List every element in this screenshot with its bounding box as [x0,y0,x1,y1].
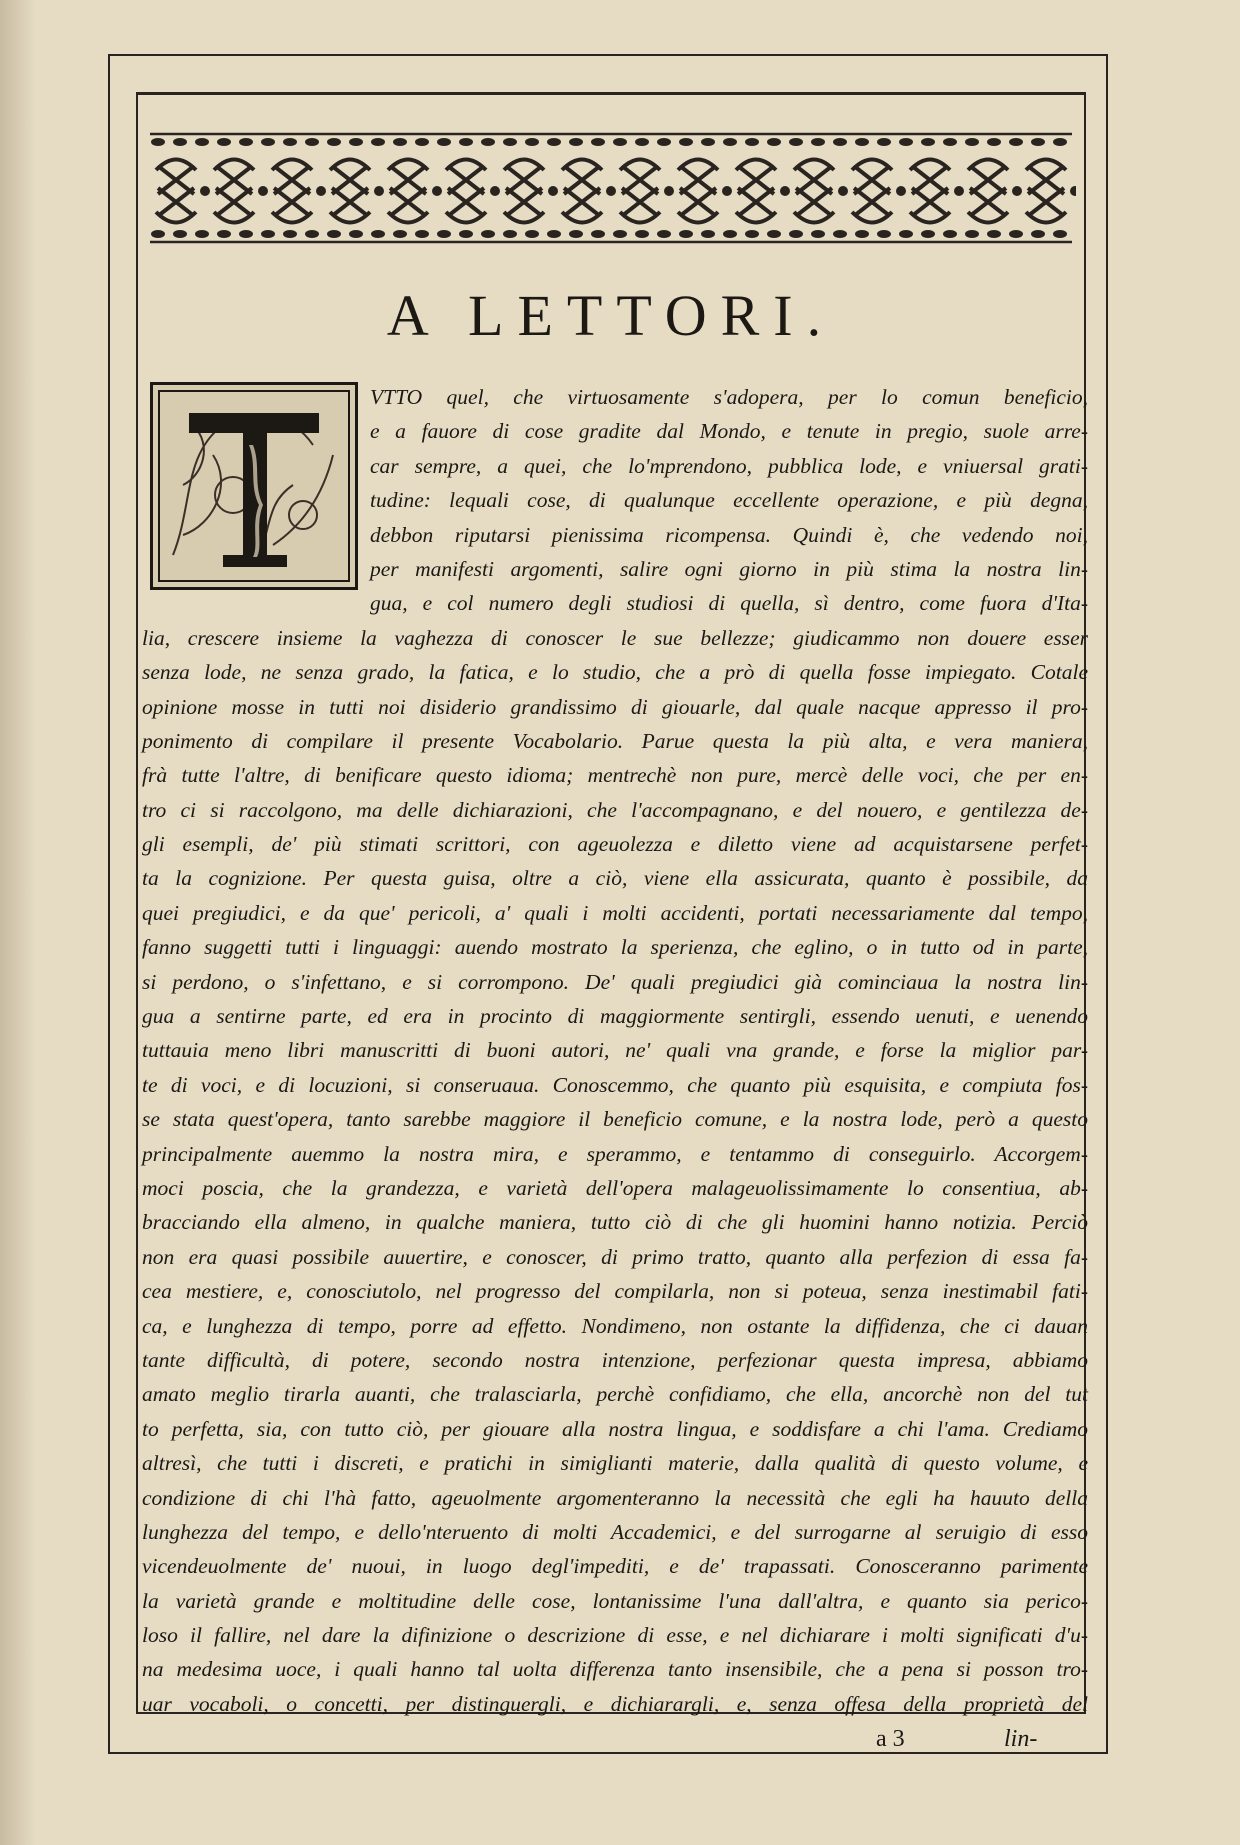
text-line [370,483,1088,517]
text-line [142,793,1088,827]
text-line-content: to perfetta, sia, con tutto ciò, per giouare alla nostra lingua, e soddisfare a chi l'ama. Crediamo [142,1416,1088,1441]
text-line [142,1652,1088,1686]
text-line [142,965,1088,999]
text-line [370,449,1088,483]
text-line-content: tuttauia meno libri manuscritti di buoni autori, ne' quali vna grande, e forse la miglior par- [142,1038,1088,1063]
text-line-content: gua a sentirne parte, ed era in procinto di maggiormente sentirgli, essendo uenuti, e uenendo [142,1004,1088,1029]
text-line [142,1102,1088,1136]
page-title: A LETTORI. [386,283,836,348]
text-line-content: uar vocaboli, o concetti, per distinguergli, e dichiarargli, e, senza offesa della proprietà del [142,1691,1088,1716]
text-line [142,724,1088,758]
text-line-content: non era quasi possibile auuertire, e conoscer, di primo tratto, quanto alla perfezion di essa fa- [142,1244,1088,1269]
text-line-content: gua, e col numero degli studiosi di quella, sì dentro, come fuora d'Ita- [370,591,1088,616]
text-line [142,1412,1088,1446]
text-line [142,930,1088,964]
text-line-content: ta la cognizione. Per questa guisa, oltre a ciò, viene ella assicurata, quanto è possibile, da [142,866,1088,891]
text-line [142,999,1088,1033]
text-line-content: quei pregiudici, e da que' pericoli, a' quali i molti accidenti, portati necessariamente dal tempo, [142,900,1088,925]
page-edge-shadow [0,0,36,1845]
text-line [142,1205,1088,1239]
text-line-content: bracciando ella almeno, in qualche maniera, tutto ciò di che gli huomini hanno notizia. Perciò [142,1210,1088,1235]
text-line [142,1068,1088,1102]
text-line [142,758,1088,792]
text-line-content: vicendeuolmente de' nuoui, in luogo degl'impediti, e de' trapassati. Conosceranno parimente [142,1554,1088,1579]
signature-mark: a 3 [876,1726,905,1752]
text-line [142,1481,1088,1515]
text-line-content: debbon riputarsi pienissima ricompensa. Quindi è, che vedendo noi, [370,522,1088,547]
text-line [142,1446,1088,1480]
text-line [142,655,1088,689]
text-line [142,1033,1088,1067]
text-line [370,380,1088,414]
text-line [142,1687,1088,1721]
text-line [142,690,1088,724]
text-line [142,1584,1088,1618]
text-line-content: tro ci si raccolgono, ma delle dichiarazioni, che l'accompagnano, e del nouero, e gentilezza de- [142,797,1088,822]
text-line [142,827,1088,861]
decorative-header-ornament [146,126,1076,250]
text-line-content: loso il fallire, nel dare la difinizione o descrizione di esse, e nel dichiarare i molti significati d'u- [142,1623,1088,1648]
text-line [142,896,1088,930]
text-line-content: principalmente auemmo la nostra mira, e sperammo, e tentammo di conseguirlo. Accorgem- [142,1141,1088,1166]
text-line [142,1309,1088,1343]
text-line-content: gli esempli, de' più stimati scrittori, con ageuolezza e diletto viene ad acquistarsene perfet- [142,832,1088,857]
text-line-content: te di voci, e di locuzioni, si conseruaua. Conoscemmo, che quanto più esquisita, e compiuta fos- [142,1072,1088,1097]
text-line-content: si perdono, o s'infettano, e si corrompono. De' quali pregiudici già cominciaua la nostra lin- [142,969,1088,994]
text-line [142,1343,1088,1377]
text-line [142,1240,1088,1274]
text-line-content: tante difficultà, di potere, secondo nostra intenzione, perfezionar questa impresa, abbiamo [142,1347,1088,1372]
text-line [142,621,1088,655]
text-line [370,518,1088,552]
text-line [142,1618,1088,1652]
text-line-content: altresì, che tutti i discreti, e pratichi in simiglianti materie, dalla qualità di questo volume, e [142,1451,1088,1476]
text-line-content: ca, e lunghezza di tempo, porre ad effetto. Nondimeno, non ostante la diffidenza, che ci dauan [142,1313,1088,1338]
text-line-content: la varietà grande e moltitudine delle cose, lontanissime l'una dall'altra, e quanto sia perico- [142,1588,1088,1613]
text-line-content: VTTO quel, che virtuosamente s'adopera, per lo comun beneficio, [370,385,1088,409]
text-line-content: fanno suggetti tutti i linguaggi: auendo mostrato la sperienza, che eglino, o in tutto od in parte, [142,935,1088,960]
text-line-content: amato meglio tirarla auanti, che tralasciarla, perchè confidiamo, che ella, ancorchè non del tut [142,1382,1088,1407]
text-line-content: moci poscia, che la grandezza, e varietà dell'opera malageuolissimamente lo consentiua, ab- [142,1175,1088,1200]
text-line [370,414,1088,448]
text-line-content: cea mestiere, e, conosciutolo, nel progresso del compilarla, non si poteua, senza inestimabil fati- [142,1279,1088,1304]
text-line [142,1274,1088,1308]
text-line-content: e a fauore di cose gradite dal Mondo, e tenute in pregio, suole arre- [370,419,1088,444]
text-line [370,552,1088,586]
text-line-content: se stata quest'opera, tanto sarebbe maggiore il beneficio comune, e la nostra lode, però a questo [142,1107,1088,1132]
text-line [142,1137,1088,1171]
text-line [142,861,1088,895]
text-line [142,1549,1088,1583]
text-line [370,586,1088,620]
text-line-content: car sempre, a quei, che lo'mprendono, pubblica lode, e vniuersal grati- [370,453,1088,478]
text-line-content: lia, crescere insieme la vaghezza di conoscer le sue bellezze; giudicammo non douere esser [142,625,1088,650]
catchword: lin- [1004,1726,1038,1752]
text-line [142,1515,1088,1549]
text-line-content: na medesima uoce, i quali hanno tal uolta differenza tanto insensibile, che a pena si posson tro- [142,1657,1088,1682]
preface-text-body [142,380,1088,1721]
text-line-content: opinione mosse in tutti noi disiderio grandissimo di giouarle, dal quale nacque appresso il pro- [142,694,1088,719]
text-line-content: ponimento di compilare il presente Vocabolario. Parue questa la più alta, e vera maniera, [142,728,1088,753]
text-line-content: per manifesti argomenti, salire ogni giorno in più stima la nostra lin- [370,556,1088,581]
text-line [142,1171,1088,1205]
text-line-content: tudine: lequali cose, di qualunque eccellente operazione, e più degna, [370,488,1088,513]
text-line-content: senza lode, ne senza grado, la fatica, e lo studio, che a prò di quella fosse impiegato. Cotale [142,660,1088,685]
text-line-content: frà tutte l'altre, di benificare questo idioma; mentrechè non pure, mercè delle voci, che per en- [142,763,1088,788]
text-line-content: lunghezza del tempo, e dello'nteruento di molti Accademici, e del surrogarne al seruigio di esso [142,1519,1088,1544]
text-line-content: condizione di chi l'hà fatto, ageuolmente argomenteranno la necessità che egli ha hauuto della [142,1485,1088,1510]
text-line [142,1377,1088,1411]
